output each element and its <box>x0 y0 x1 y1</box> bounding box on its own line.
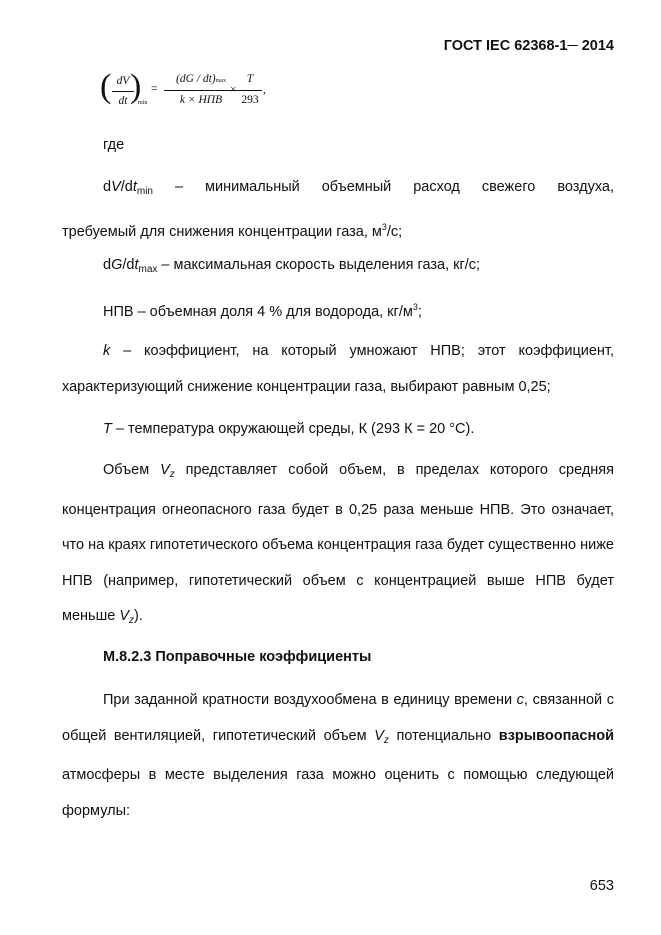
where-label: где <box>103 137 125 153</box>
times-sign: × <box>230 84 237 96</box>
def-k-line2: характеризующий снижение концентрации газа, выбирают равным 0,25; <box>62 378 551 395</box>
right-paren: ) <box>130 68 142 105</box>
paragraph-vz-text: Объем $V_z$ представляет собой объем, в пределах которого средняя концентрация огнеопасного газа будет в 0,25 раза меньше НПВ. Это означает, что на краях гипотетического объема концентрация газа будет существенно ниже НПВ (например, гипотетический объем с концентрацией выше НПВ будет меньше $V_z$). <box>62 462 614 626</box>
formula-min-airflow <box>102 70 302 115</box>
def-dv-dt <box>62 170 614 250</box>
paragraph-ventilation-text: При заданной кратности воздухообмена в единицу времени c, связанной с общей вентиляцией, гипотетический объем $V_z$ потенциально взрывоопасной атмосферы в месте выделения газа можно оценить с помощью следующей формулы: <box>62 692 614 819</box>
lhs-numerator: dV <box>116 75 130 87</box>
page-number: 653 <box>589 878 614 894</box>
temperature-fraction <box>238 73 262 106</box>
def-npv-line: НПВ – объемная доля 4 % для водорода, $кг/м^3$; <box>103 302 422 320</box>
section-heading <box>62 640 614 676</box>
lhs-subscript: min <box>138 100 148 106</box>
rhs-fraction <box>164 73 238 106</box>
temp-numerator: T <box>246 73 254 85</box>
def-k <box>62 334 614 405</box>
def-t <box>62 412 614 448</box>
def-dg-dt <box>62 248 614 288</box>
heading-correction-factors: М.8.2.3 Поправочные коэффициенты <box>103 649 372 665</box>
rhs-denominator: k × НПВ <box>179 94 223 106</box>
fraction-bar <box>164 90 238 91</box>
def-dv-dt-line2: требуемый для снижения концентрации газа, $м^3/с$; <box>62 221 403 240</box>
document-header: ГОСТ IEC 62368-1─ 2014 <box>443 38 614 54</box>
fraction-bar <box>238 90 262 91</box>
temp-denominator: 293 <box>241 94 259 106</box>
def-npv <box>62 290 614 331</box>
def-t-line: T – температура окружающей среды, К (293 К = 20 °C). <box>103 421 475 437</box>
formula-comma: , <box>263 84 266 96</box>
def-k-line1: k – коэффициент, на который умножают НПВ; этот коэффициент, <box>103 343 614 359</box>
paragraph-ventilation <box>62 683 614 829</box>
paragraph-vz <box>62 453 614 639</box>
lhs-denominator: dt <box>118 95 128 107</box>
where-line <box>62 128 614 164</box>
equals-sign: = <box>151 83 158 95</box>
rhs-numerator: (dG / dt)max <box>176 73 226 85</box>
def-dv-dt-line1: $dV/dt_{min}$ – минимальный объемный расход свежего воздуха, <box>103 179 614 197</box>
def-dg-dt-line: $dG/dt_{max}$ – максимальная скорость выделения газа, кг/с; <box>103 257 481 275</box>
left-paren: ( <box>100 68 112 105</box>
